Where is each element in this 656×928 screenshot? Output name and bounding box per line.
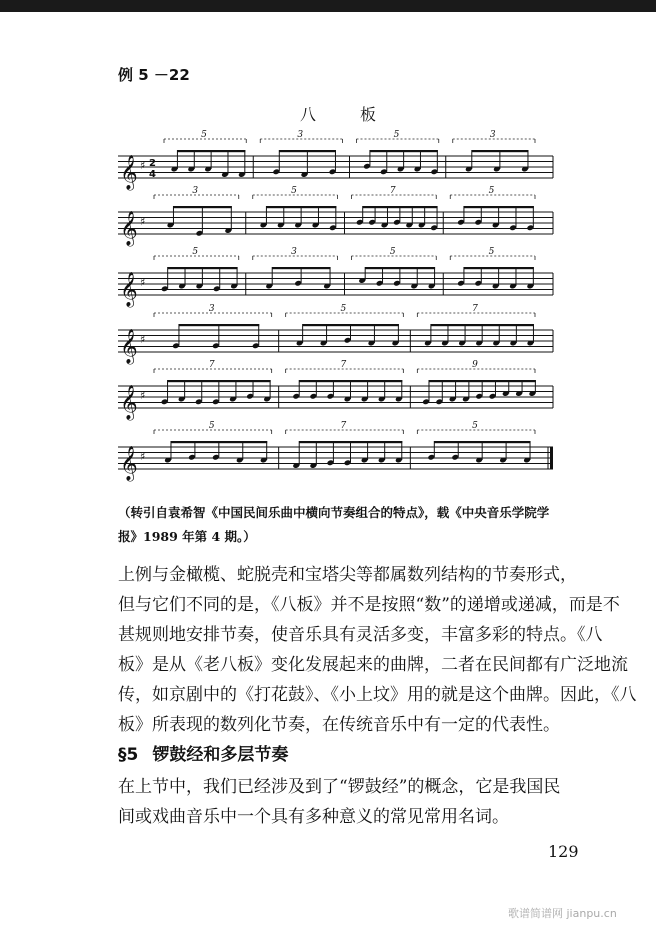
note-beam	[363, 206, 438, 208]
key-signature-sharp: ♯	[140, 215, 146, 228]
key-signature-sharp: ♯	[140, 159, 146, 172]
paragraph-line: 在上节中，我们已经涉及到了“锣鼓经”的概念，它是我国民	[118, 777, 561, 797]
section-heading	[118, 740, 288, 765]
tuplet-number: 5	[201, 130, 207, 140]
final-barline-thick	[550, 447, 553, 469]
time-signature: 2	[149, 158, 156, 169]
example-label: 例 5 －22	[118, 66, 190, 84]
note-beam	[434, 441, 530, 443]
key-signature-sharp: ♯	[140, 389, 146, 402]
tuplet-number: 5	[389, 247, 396, 257]
tuplet-number: 7	[340, 421, 347, 431]
paragraph-line: 板》所表现的数列化节奏，在传统音乐中有一定的代表性。	[118, 715, 560, 735]
treble-clef: 𝄞	[120, 385, 138, 420]
paragraph-line: 甚规则地安排节奏，使音乐具有灵活多变，丰富多彩的特点。《八	[118, 625, 603, 645]
tuplet-number: 5	[488, 247, 495, 257]
treble-clef: 𝄞	[120, 329, 138, 364]
note-beam	[431, 324, 534, 326]
tuplet-number: 5	[192, 247, 199, 257]
note-beam	[464, 267, 534, 269]
note-beam	[272, 267, 330, 269]
note-beam	[168, 380, 271, 382]
site-watermark: 歌谱简谱网 jianpu.cn	[508, 907, 617, 920]
piece-title: 八板	[300, 105, 421, 124]
tuplet-number: 3	[208, 304, 215, 314]
key-signature-sharp: ♯	[140, 276, 146, 289]
page-number: 129	[548, 842, 579, 861]
tuplet-number: 7	[340, 360, 347, 370]
tuplet-number: 5	[488, 186, 495, 196]
note-beam	[464, 206, 534, 208]
time-signature: 4	[149, 169, 156, 180]
note-beam	[171, 441, 267, 443]
key-signature-sharp: ♯	[140, 450, 146, 463]
section-number: §5	[118, 745, 139, 765]
note-beam	[179, 324, 259, 326]
note-beam	[279, 150, 336, 152]
tuplet-number: 5	[208, 421, 215, 431]
tuplet-number: 3	[291, 247, 297, 257]
note-beam	[266, 206, 336, 208]
paragraph-line: 上例与金橄榄、蛇脱壳和宝塔尖等都属数列结构的节奏形式，	[118, 565, 577, 585]
tuplet-number: 9	[472, 360, 478, 370]
note-beam	[168, 267, 238, 269]
note-beam	[177, 150, 245, 152]
paragraph-line: 间或戏曲音乐中一个具有多种意义的常见常用名词。	[118, 807, 509, 827]
tuplet-number: 5	[393, 130, 400, 140]
key-signature-sharp: ♯	[140, 333, 146, 346]
note-beam	[429, 380, 536, 382]
tuplet-number: 3	[297, 130, 304, 140]
tuplet-number: 5	[472, 421, 478, 431]
tuplet-number: 3	[489, 130, 496, 140]
paragraph-line: 传，如京剧中的《打花鼓》、《小上坟》用的就是这个曲牌。因此，《八	[118, 685, 637, 705]
tuplet-number: 5	[291, 186, 297, 196]
note-beam	[472, 150, 529, 152]
treble-clef: 𝄞	[120, 272, 138, 307]
note-beam	[365, 267, 435, 269]
source-note-line-2: 报》1989 年第 4 期。）	[118, 529, 256, 544]
treble-clef: 𝄞	[120, 446, 138, 481]
source-note-line-1: （转引自袁希智《中国民间乐曲中横向节奏组合的特点》，载《中央音乐学院学	[118, 505, 550, 520]
section-title: 锣鼓经和多层节奏	[152, 745, 289, 765]
note-beam	[303, 324, 399, 326]
paragraph-line: 但与它们不同的是，《八板》并不是按照“数”的递增或递减，而是不	[118, 595, 620, 615]
tuplet-number: 5	[340, 304, 347, 314]
tuplet-number: 7	[472, 304, 478, 314]
tuplet-number: 7	[208, 360, 215, 370]
note-beam	[370, 150, 438, 152]
note-beam	[173, 206, 231, 208]
treble-clef: 𝄞	[120, 155, 138, 190]
paragraph-line: 板》是从《老八板》变化发展起来的曲牌，二者在民间都有广泛地流	[118, 655, 628, 675]
note-beam	[299, 380, 402, 382]
tuplet-number: 3	[192, 186, 199, 196]
treble-clef: 𝄞	[120, 211, 138, 246]
tuplet-number: 7	[389, 186, 396, 196]
note-beam	[299, 441, 402, 443]
